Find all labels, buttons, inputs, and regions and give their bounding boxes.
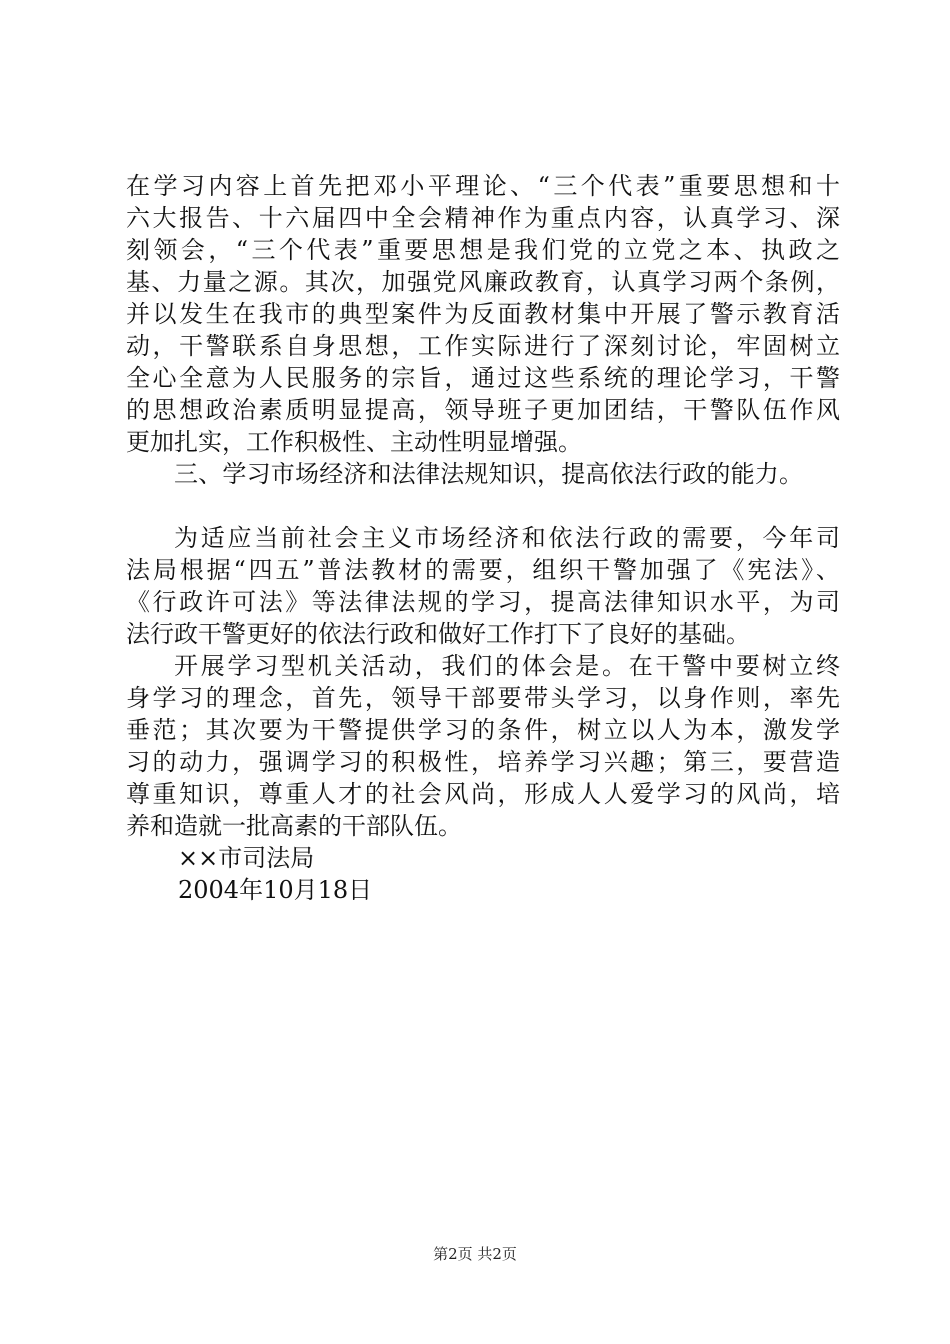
- text-line: 刻领会，“三个代表”重要思想是我们党的立党之本、执政之: [126, 236, 840, 264]
- signature-organization: ××市司法局: [178, 844, 315, 872]
- text-line: 全心全意为人民服务的宗旨，通过这些系统的理论学习，干警: [126, 364, 840, 392]
- document-body: [126, 170, 840, 906]
- text-line: 在学习内容上首先把邓小平理论、“三个代表”重要思想和十: [126, 172, 840, 200]
- text-line: 法行政干警更好的依法行政和做好工作打下了良好的基础。: [126, 620, 750, 648]
- text-line: 身学习的理念，首先，领导干部要带头学习，以身作则，率先: [126, 684, 840, 712]
- text-line: 基、力量之源。其次，加强党风廉政教育，认真学习两个条例，: [126, 268, 840, 296]
- paragraph-experience: [126, 650, 840, 842]
- paragraph-gap: [126, 490, 840, 522]
- text-line: 尊重知识，尊重人才的社会风尚，形成人人爱学习的风尚，培: [126, 780, 840, 808]
- text-line: 并以发生在我市的典型案件为反面教材集中开展了警示教育活: [126, 300, 840, 328]
- signature-date: 2004年10月18日: [178, 876, 373, 904]
- section-heading-3: 三、学习市场经济和法律法规知识，提高依法行政的能力。: [174, 460, 804, 488]
- paragraph-legal-study: [126, 522, 840, 650]
- text-line: 更加扎实，工作积极性、主动性明显增强。: [126, 428, 582, 456]
- text-line: 开展学习型机关活动，我们的体会是。在干警中要树立终: [174, 652, 840, 680]
- page-footer: 第2页 共2页: [433, 1245, 517, 1263]
- text-line: 《行政许可法》等法律法规的学习，提高法律知识水平，为司: [126, 588, 840, 616]
- text-line: 法局根据“四五”普法教材的需要，组织干警加强了《宪法》、: [126, 556, 840, 584]
- text-line: 的思想政治素质明显提高，领导班子更加团结，干警队伍作风: [126, 396, 840, 424]
- text-line: 习的动力，强调学习的积极性，培养学习兴趣；第三，要营造: [126, 748, 840, 776]
- text-line: 为适应当前社会主义市场经济和依法行政的需要，今年司: [174, 524, 840, 552]
- text-line: 垂范；其次要为干警提供学习的条件，树立以人为本，激发学: [126, 716, 840, 744]
- paragraph-study-content: [126, 170, 840, 458]
- text-line: 六大报告、十六届四中全会精神作为重点内容，认真学习、深: [126, 204, 840, 232]
- text-line: 养和造就一批高素的干部队伍。: [126, 812, 462, 840]
- text-line: 动，干警联系自身思想，工作实际进行了深刻讨论，牢固树立: [126, 332, 840, 360]
